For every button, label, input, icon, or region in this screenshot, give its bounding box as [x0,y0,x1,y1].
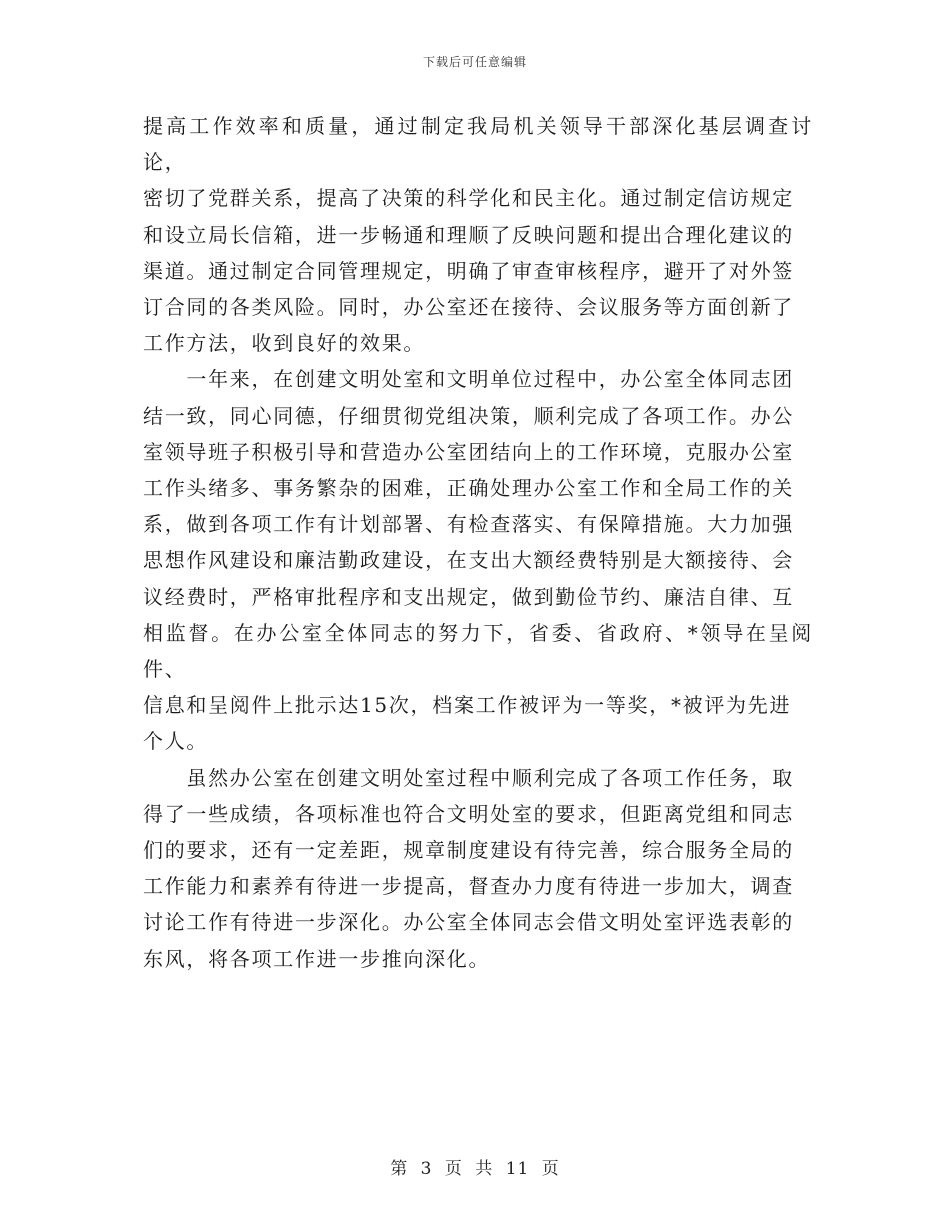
paragraph-1: 提高工作效率和质量，通过制定我局机关领导干部深化基层调查讨论， 密切了党群关系，提高了决策的科学化和民主化。通过制定信访规定 和设立局长信箱，进一步畅通和理顺了反映问题和提出合理化建议的 渠道。通过制定合同管理规定，明确了审查审核程序，避开了对外签 订合同的各类风险。同时，办公室还在接待、会议服务等方面创新了 工作方法，收到良好的效果。 [143,114,813,356]
paragraph-2: 一年来，在创建文明处室和文明单位过程中，办公室全体同志团 结一致，同心同德，仔细贯彻党组决策，顺利完成了各项工作。办公 室领导班子积极引导和营造办公室团结向上的工作环境，克服办公室 工作头绪多、事务繁杂的困难，正确处理办公室工作和全局工作的关 系，做到各项工作有计划部署、有检查落实、有保障措施。大力加强 思想作风建设和廉洁勤政建设，在支出大额经费特别是大额接待、会 议经费时，严格审批程序和支出规定，做到勤俭节约、廉洁自律、互 相监督。在办公室全体同志的努力下，省委、省政府、*领导在呈阅件、 信息和呈阅件上批示达15次，档案工作被评为一等奖，*被评为先进 个人。 [143,367,813,754]
document-body [143,108,813,977]
page-number: 第 3 页 共 11 页 [390,1159,560,1179]
paragraph-3: 虽然办公室在创建文明处室过程中顺利完成了各项工作任务，取 得了一些成绩，各项标准也符合文明处室的要求，但距离党组和同志 们的要求，还有一定差距，规章制度建设有待完善，综合服务全局的 工作能力和素养有待进一步提高，督查办力度有待进一步加大，调查 讨论工作有待进一步深化。办公室全体同志会借文明处室评选表彰的 东风，将各项工作进一步推向深化。 [143,765,794,971]
page-header: 下载后可任意编辑 [422,55,527,69]
